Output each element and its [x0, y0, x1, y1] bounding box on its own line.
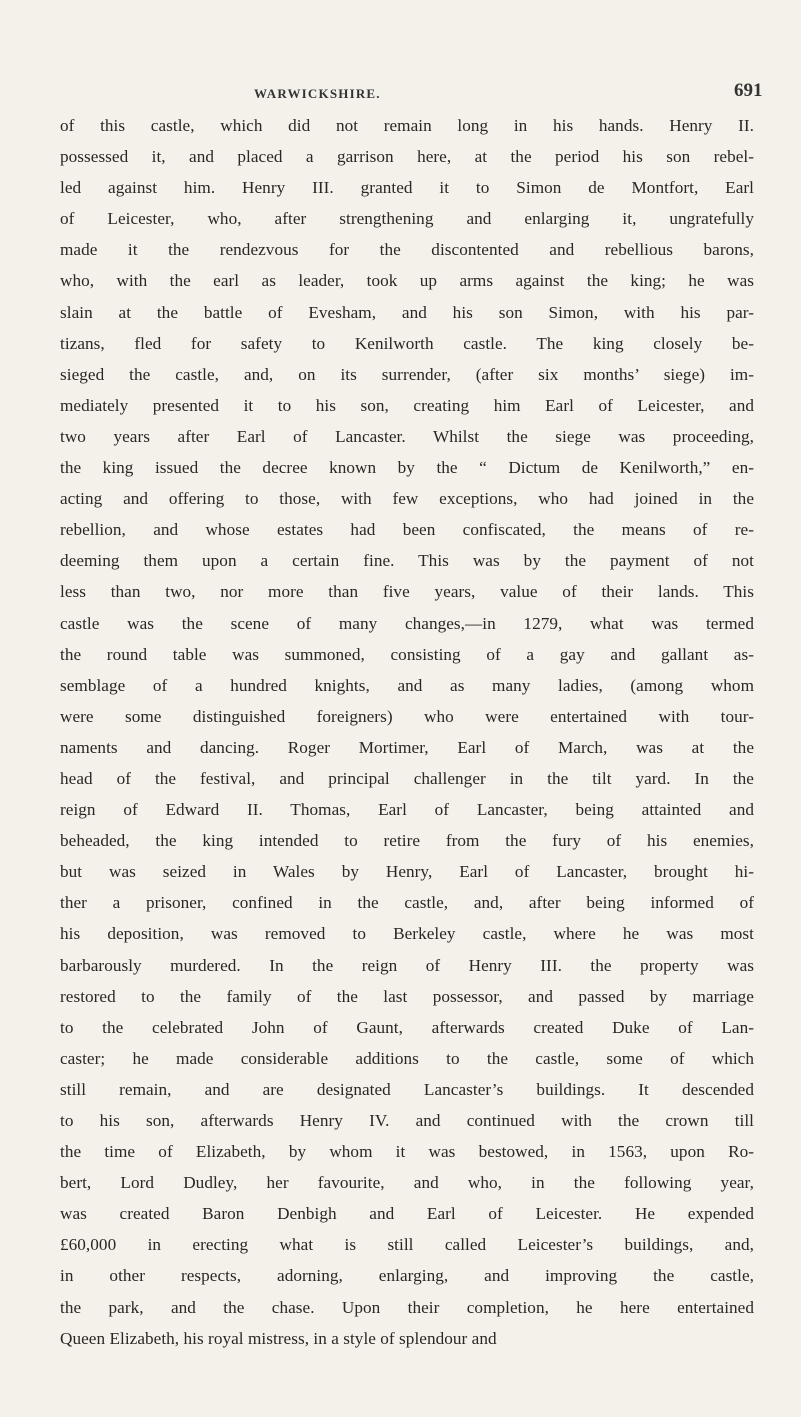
text-line: less than two, nor more than five years, value of their lands. This	[60, 582, 754, 602]
text-line: the round table was summoned, consisting of a gay and gallant as-	[60, 644, 754, 664]
text-line: possessed it, and placed a garrison here, at the period his son rebel-	[60, 147, 754, 167]
text-line: castle was the scene of many changes,—in 1279, what was termed	[60, 613, 754, 633]
text-line: Queen Elizabeth, his royal mistress, in a style of splendour and	[60, 1328, 497, 1348]
text-line: his deposition, was removed to Berkeley castle, where he was most	[60, 924, 754, 944]
text-line: was created Baron Denbigh and Earl of Leicester. He expended	[60, 1204, 754, 1224]
text-line: caster; he made considerable additions to the castle, some of which	[60, 1048, 754, 1068]
text-line: tizans, fled for safety to Kenilworth castle. The king closely be-	[60, 333, 754, 353]
text-line: deeming them upon a certain fine. This was by the payment of not	[60, 551, 754, 571]
text-line: rebellion, and whose estates had been confiscated, the means of re-	[60, 520, 754, 540]
text-line: beheaded, the king intended to retire from the fury of his enemies,	[60, 831, 754, 851]
text-line: the park, and the chase. Upon their completion, he here entertained	[60, 1297, 754, 1317]
text-line: barbarously murdered. In the reign of Henry III. the property was	[60, 955, 754, 975]
text-line: slain at the battle of Evesham, and his son Simon, with his par-	[60, 302, 754, 322]
text-line: bert, Lord Dudley, her favourite, and who, in the following year,	[60, 1173, 754, 1193]
text-line: the king issued the decree known by the “ Dictum de Kenilworth,” en-	[60, 458, 754, 478]
text-line: to the celebrated John of Gaunt, afterwards created Duke of Lan-	[60, 1017, 754, 1037]
text-line: but was seized in Wales by Henry, Earl of Lancaster, brought hi-	[60, 862, 754, 882]
text-line: still remain, and are designated Lancaster’s buildings. It descended	[60, 1079, 754, 1099]
text-line: restored to the family of the last possessor, and passed by marriage	[60, 986, 754, 1006]
text-line: the time of Elizabeth, by whom it was bestowed, in 1563, upon Ro-	[60, 1142, 754, 1162]
text-line: mediately presented it to his son, creating him Earl of Leicester, and	[60, 395, 754, 415]
text-line: sieged the castle, and, on its surrender, (after six months’ siege) im-	[60, 364, 754, 384]
text-line: of this castle, which did not remain long in his hands. Henry II.	[60, 116, 754, 135]
text-line: led against him. Henry III. granted it to Simon de Montfort, Earl	[60, 178, 754, 198]
text-line: head of the festival, and principal challenger in the tilt yard. In the	[60, 768, 754, 788]
text-line: who, with the earl as leader, took up arms against the king; he was	[60, 271, 754, 291]
text-line: to his son, afterwards Henry IV. and continued with the crown till	[60, 1111, 754, 1130]
text-line: reign of Edward II. Thomas, Earl of Lancaster, being attainted and	[60, 800, 754, 820]
page-number: 691	[734, 80, 763, 101]
text-line: of Leicester, who, after strengthening and enlarging it, ungratefully	[60, 209, 754, 229]
text-line: ther a prisoner, confined in the castle, and, after being informed of	[60, 893, 754, 913]
text-line: two years after Earl of Lancaster. Whilst the siege was proceeding,	[60, 426, 754, 446]
text-line: made it the rendezvous for the discontented and rebellious barons,	[60, 240, 754, 260]
text-line: semblage of a hundred knights, and as many ladies, (among whom	[60, 675, 754, 695]
text-line: in other respects, adorning, enlarging, and improving the castle,	[60, 1266, 754, 1286]
text-line: naments and dancing. Roger Mortimer, Earl of March, was at the	[60, 737, 754, 757]
body-text	[60, 110, 754, 1354]
running-head: WARWICKSHIRE.	[254, 86, 381, 101]
text-line: acting and offering to those, with few exceptions, who had joined in the	[60, 489, 754, 509]
text-line: £60,000 in erecting what is still called Leicester’s buildings, and,	[60, 1235, 754, 1255]
text-line: were some distinguished foreigners) who were entertained with tour-	[60, 706, 754, 726]
